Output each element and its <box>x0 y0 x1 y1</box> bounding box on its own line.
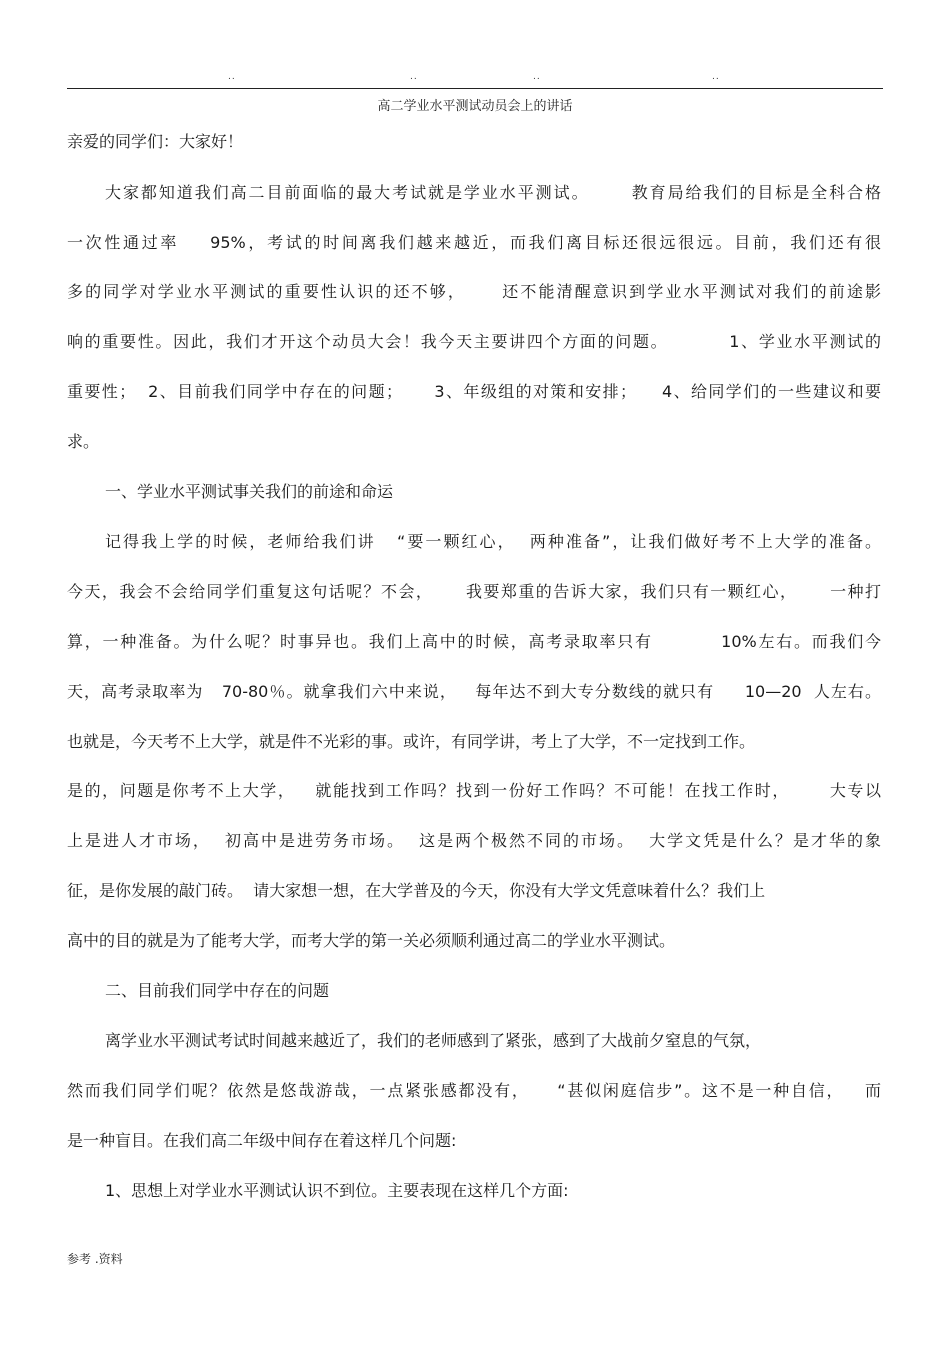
header-dots: .. <box>533 72 541 82</box>
section-heading: 二、目前我们同学中存在的问题 <box>105 981 330 1000</box>
text-line: 算，一种准备。为什么呢？时事异也。我们上高中的时候，高考录取率只有 10%左右。而我们今 <box>67 632 881 651</box>
text-line: 今天，我会不会给同学们重复这句话呢？不会， 我要郑重的告诉大家，我们只有一颗红心， 一种打 <box>67 582 881 601</box>
text-line: 求。 <box>67 432 100 451</box>
text-line: 一次性通过率 95%，考试的时间离我们越来越近，而我们离目标还很远很远。目前，我们还有很 <box>67 233 881 252</box>
text-line: 响的重要性。因此，我们才开这个动员大会！我今天主要讲四个方面的问题。 1、学业水平测试的 <box>67 332 881 351</box>
text-line: 1、思想上对学业水平测试认识不到位。主要表现在这样几个方面: <box>105 1181 569 1200</box>
text-line: 亲爱的同学们：大家好！ <box>67 132 244 151</box>
text-line: 然而我们同学们呢？依然是悠哉游哉，一点紧张感都没有， “甚似闲庭信步”。这不是一种自信， 而 <box>67 1081 881 1100</box>
text-line: 记得我上学的时候，老师给我们讲 “要一颗红心， 两种准备”，让我们做好考不上大学的准备。 <box>105 532 881 551</box>
text-line: 多的同学对学业水平测试的重要性认识的还不够， 还不能清醒意识到学业水平测试对我们的前途影 <box>67 282 881 301</box>
document-title: 高二学业水平测试动员会上的讲话 <box>377 99 573 114</box>
text-line: 是的，问题是你考不上大学， 就能找到工作吗？找到一份好工作吗？不可能！在找工作时， 大专以 <box>67 781 881 800</box>
text-line: 离学业水平测试考试时间越来越近了，我们的老师感到了紧张，感到了大战前夕窒息的气氛， <box>105 1031 762 1050</box>
section-heading: 一、学业水平测试事关我们的前途和命运 <box>105 482 394 501</box>
text-line: 上是进人才市场， 初高中是进劳务市场。 这是两个极然不同的市场。 大学文凭是什么？是才华的象 <box>67 831 881 850</box>
header-dots: .. <box>712 72 720 82</box>
text-line: 也就是，今天考不上大学，就是件不光彩的事。或许，有同学讲，考上了大学，不一定找到工作。 <box>67 732 756 751</box>
header-rule <box>67 88 883 89</box>
header-dots: .. <box>410 72 418 82</box>
text-line: 大家都知道我们高二目前面临的最大考试就是学业水平测试。 教育局给我们的目标是全科合格 <box>105 183 881 202</box>
footer-text: 参考 .资料 <box>67 1252 123 1266</box>
text-line: 征，是你发展的敲门砖。 请大家想一想，在大学普及的今天，你没有大学文凭意味着什么？我们上 <box>67 881 766 900</box>
text-line: 是一种盲目。在我们高二年级中间存在着这样几个问题: <box>67 1131 457 1150</box>
text-line: 高中的目的就是为了能考大学，而考大学的第一关必须顺利通过高二的学业水平测试。 <box>67 931 676 950</box>
text-line: 天，高考录取率为 70-80％。就拿我们六中来说， 每年达不到大专分数线的就只有 10—20 人左右。 <box>67 682 881 701</box>
text-line: 重要性； 2、目前我们同学中存在的问题； 3、年级组的对策和安排； 4、给同学们的一些建议和要 <box>67 382 881 401</box>
header-dots: .. <box>228 72 236 82</box>
